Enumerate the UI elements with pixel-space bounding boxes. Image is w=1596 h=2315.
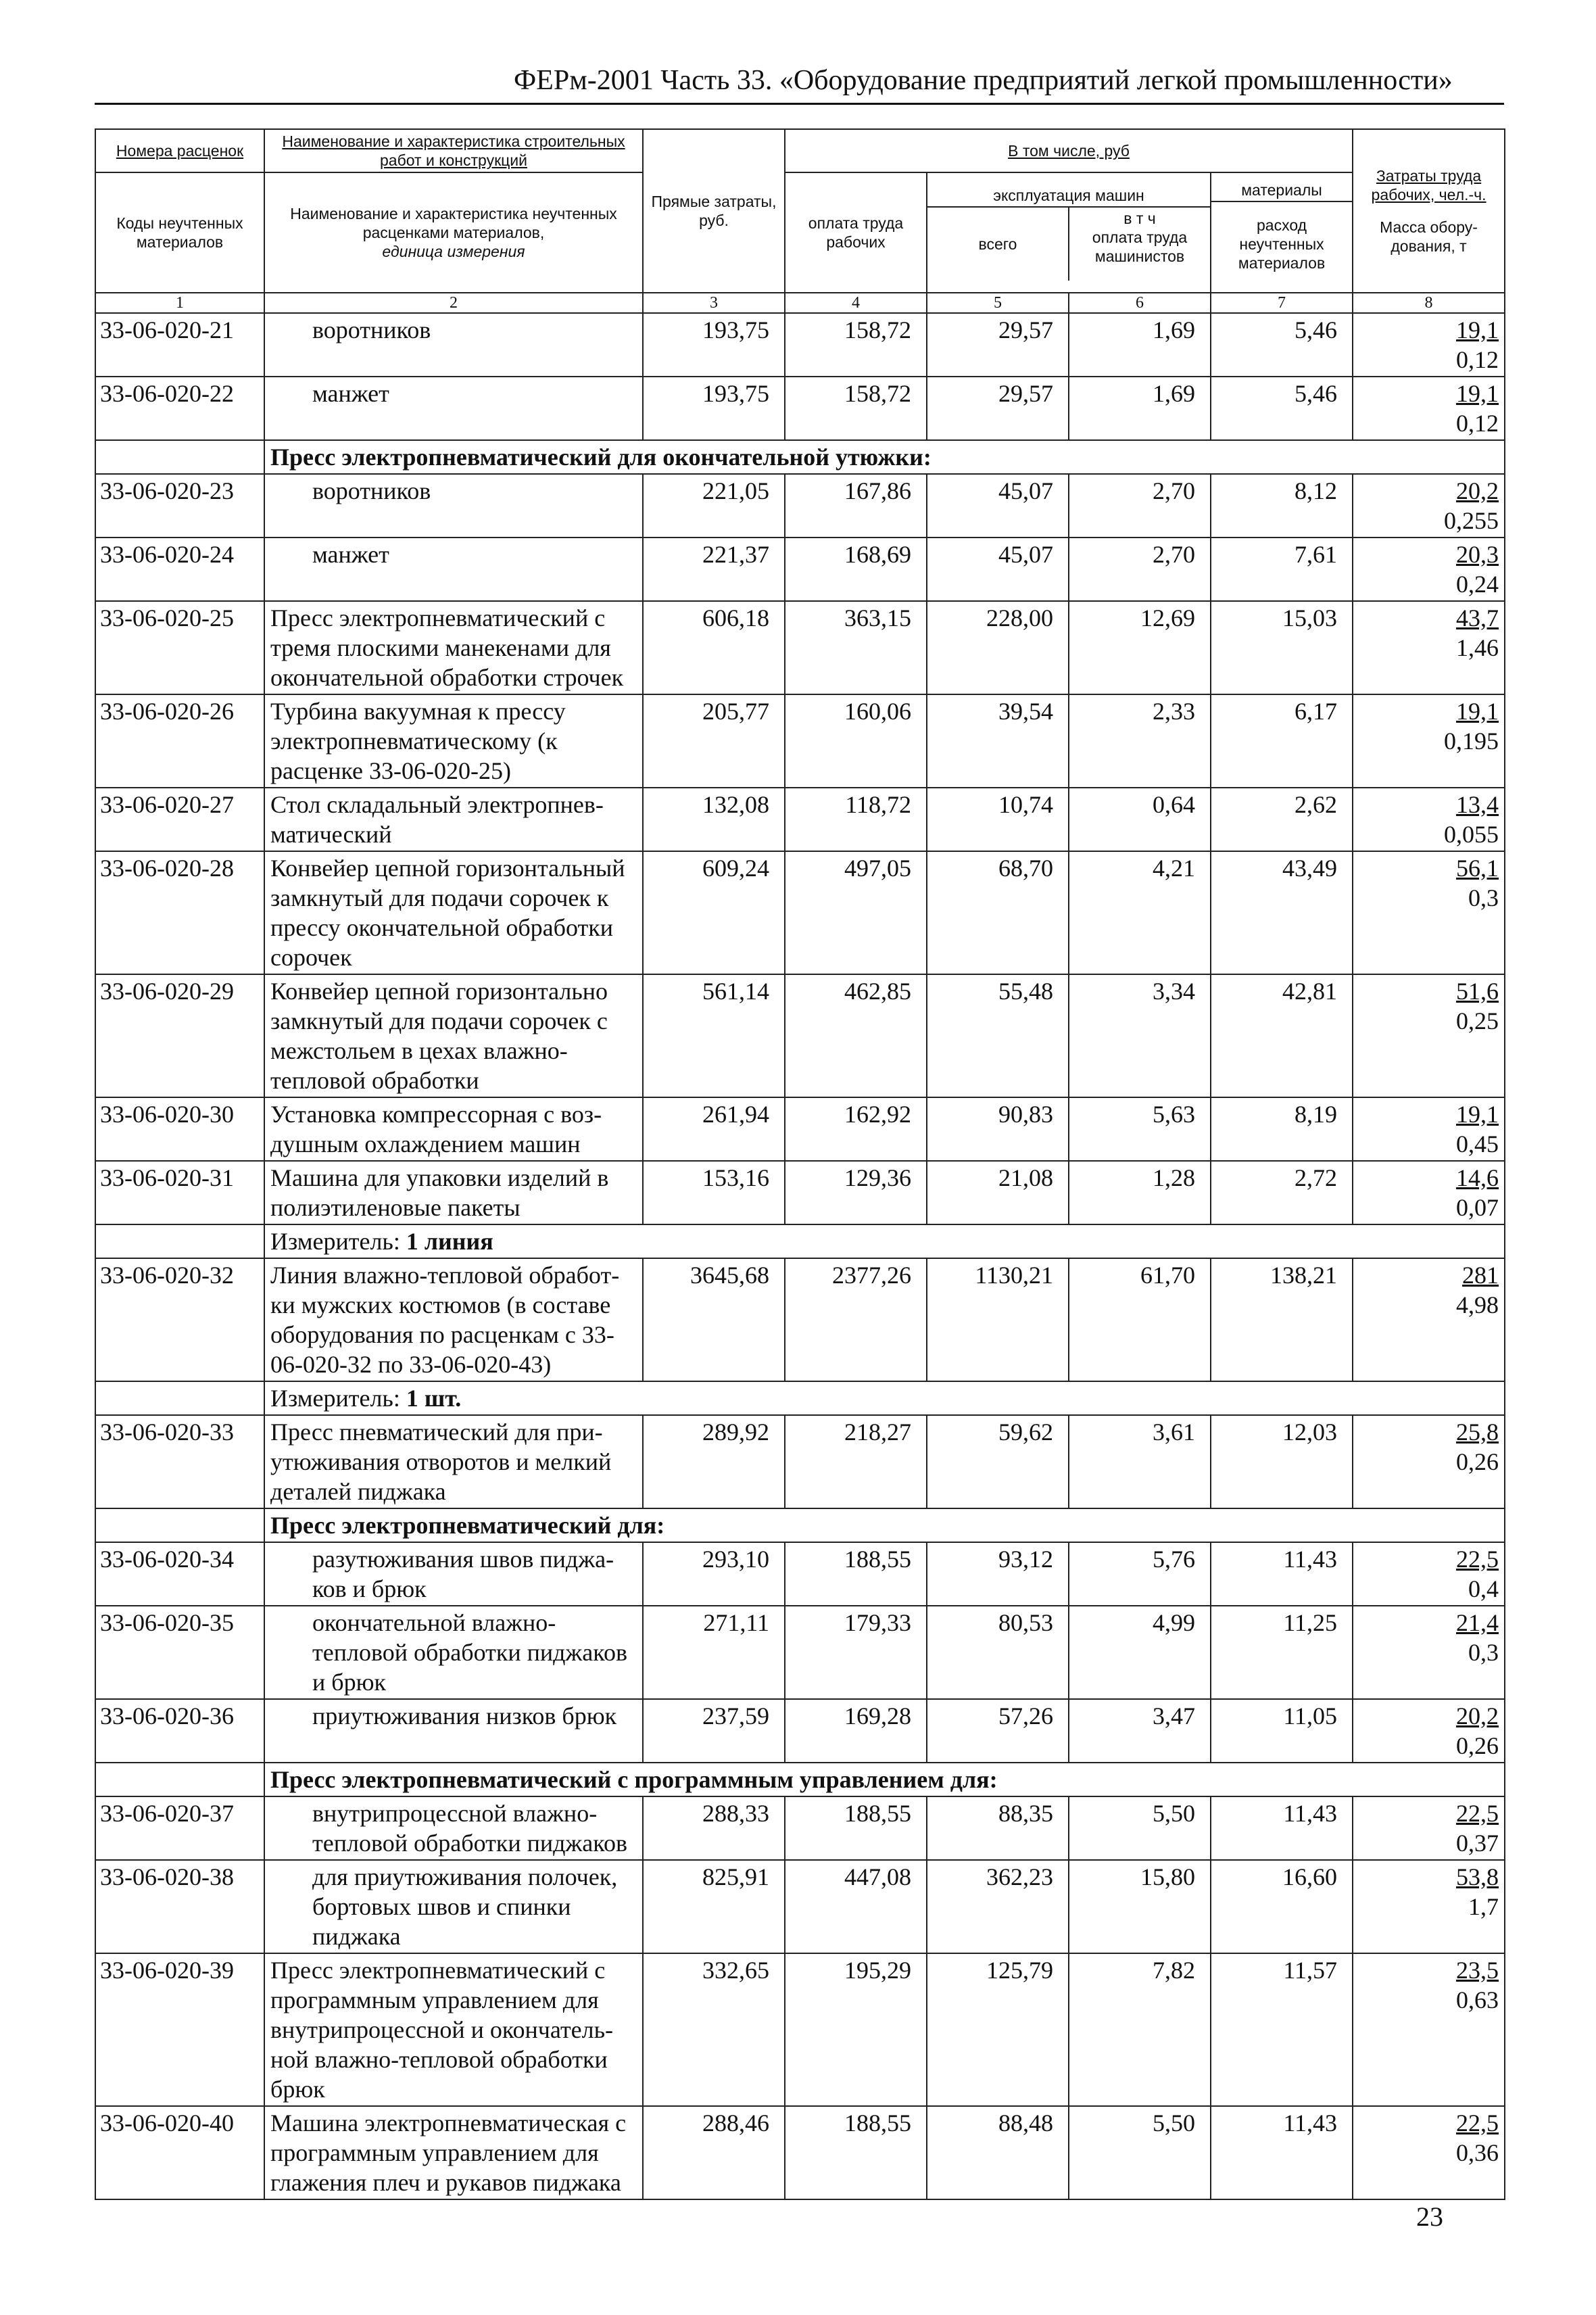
rate-code: 33-06-020-38 xyxy=(95,1860,264,1953)
table-row xyxy=(95,1097,1505,1161)
direct-costs: 221,05 xyxy=(643,474,785,538)
rate-code: 33-06-020-32 xyxy=(95,1258,264,1381)
labor-mass-cell xyxy=(1353,694,1505,788)
driver-wages: 7,82 xyxy=(1069,1953,1211,2106)
labor-value: 281 xyxy=(1462,1262,1499,1289)
item-name: Пресс электропневматический с тремя плоскими манекенами для окончательной обработки строчек xyxy=(264,601,643,694)
col-number: 1 xyxy=(95,293,264,313)
rates-table-container xyxy=(95,128,1504,2200)
labor-mass-cell xyxy=(1353,313,1505,377)
labor-mass-cell xyxy=(1353,1097,1505,1161)
materials-cost: 5,46 xyxy=(1211,313,1353,377)
rate-code: 33-06-020-36 xyxy=(95,1699,264,1763)
measure-label: Измеритель: xyxy=(270,1385,400,1412)
rate-code: 33-06-020-26 xyxy=(95,694,264,788)
direct-costs: 261,94 xyxy=(643,1097,785,1161)
item-name: Конвейер цепной горизонтально замкнутый для подачи сорочек с межстольем в цехах влажно-тепловой обработки xyxy=(264,974,643,1097)
driver-wages: 4,99 xyxy=(1069,1606,1211,1699)
labor-value: 19,1 xyxy=(1456,698,1499,725)
table-row xyxy=(95,1860,1505,1953)
materials-cost: 42,81 xyxy=(1211,974,1353,1097)
item-name: Установка компрессорная с воз-душным охлаждением машин xyxy=(264,1097,643,1161)
driver-wages: 3,34 xyxy=(1069,974,1211,1097)
rate-code: 33-06-020-25 xyxy=(95,601,264,694)
group-heading: Пресс электропневматический для: xyxy=(264,1508,1505,1542)
header-driver-wages-group xyxy=(1069,208,1210,281)
group-heading: Пресс электропневматический с программным управлением для: xyxy=(264,1763,1505,1796)
labor-mass-cell xyxy=(1353,377,1505,440)
measure-cell xyxy=(264,1381,1505,1415)
materials-cost: 11,57 xyxy=(1211,1953,1353,2106)
labor-mass-cell xyxy=(1353,1161,1505,1224)
item-name: Машина для упаковки изделий в полиэтиленовые пакеты xyxy=(264,1161,643,1224)
machines-total: 10,74 xyxy=(927,788,1069,851)
col-number: 6 xyxy=(1069,293,1211,313)
driver-wages: 2,33 xyxy=(1069,694,1211,788)
labor-mass-cell xyxy=(1353,1860,1505,1953)
empty-cell xyxy=(95,1508,264,1542)
mass-value: 0,255 xyxy=(1444,507,1499,534)
wages: 129,36 xyxy=(785,1161,927,1224)
measure-label: Измеритель: xyxy=(270,1228,400,1255)
machines-total: 55,48 xyxy=(927,974,1069,1097)
wages: 160,06 xyxy=(785,694,927,788)
header-mass: Масса обору-дования, т xyxy=(1380,218,1478,255)
direct-costs: 193,75 xyxy=(643,377,785,440)
mass-value: 1,46 xyxy=(1456,634,1499,661)
direct-costs: 288,46 xyxy=(643,2106,785,2199)
item-name: Пресс электропневматический с программным управлением для внутрипроцессной и окончатель-ной влажно-тепловой обработки брюк xyxy=(264,1953,643,2106)
item-name: воротников xyxy=(264,313,643,377)
wages: 497,05 xyxy=(785,851,927,974)
group-heading-row xyxy=(95,1763,1505,1796)
wages: 179,33 xyxy=(785,1606,927,1699)
page-number: 23 xyxy=(1416,2201,1443,2232)
header-rate-no: Номера расценок xyxy=(95,129,264,172)
labor-value: 19,1 xyxy=(1456,1101,1499,1128)
mass-value: 0,24 xyxy=(1456,571,1499,598)
direct-costs: 609,24 xyxy=(643,851,785,974)
driver-wages: 1,69 xyxy=(1069,313,1211,377)
mass-value: 0,25 xyxy=(1456,1007,1499,1034)
item-name: внутрипроцессной влажно-тепловой обработки пиджаков xyxy=(264,1796,643,1860)
rate-code: 33-06-020-31 xyxy=(95,1161,264,1224)
labor-mass-cell xyxy=(1353,974,1505,1097)
measure-value: 1 линия xyxy=(406,1228,493,1255)
rates-table xyxy=(95,128,1505,2200)
header-labor: Затраты труда рабочих, чел.-ч. xyxy=(1371,167,1486,204)
machines-total: 362,23 xyxy=(927,1860,1069,1953)
mass-value: 0,055 xyxy=(1444,821,1499,848)
item-name: Конвейер цепной горизонтальный замкнутый для подачи сорочек к прессу окончательной обработки сорочек xyxy=(264,851,643,974)
driver-wages: 1,28 xyxy=(1069,1161,1211,1224)
wages: 188,55 xyxy=(785,2106,927,2199)
mass-value: 0,37 xyxy=(1456,1830,1499,1857)
materials-cost: 43,49 xyxy=(1211,851,1353,974)
materials-cost: 5,46 xyxy=(1211,377,1353,440)
mass-value: 0,3 xyxy=(1468,884,1499,911)
machines-total: 39,54 xyxy=(927,694,1069,788)
item-name: Линия влажно-тепловой обработ-ки мужских костюмов (в составе оборудования по расценкам с 33-06-020-32 по 33-06-020-43) xyxy=(264,1258,643,1381)
materials-cost: 138,21 xyxy=(1211,1258,1353,1381)
table-row xyxy=(95,313,1505,377)
header-wages: оплата труда рабочих xyxy=(785,172,927,293)
labor-value: 21,4 xyxy=(1456,1609,1499,1636)
driver-wages: 61,70 xyxy=(1069,1258,1211,1381)
mass-value: 4,98 xyxy=(1456,1291,1499,1318)
mass-value: 0,07 xyxy=(1456,1194,1499,1221)
mass-value: 0,12 xyxy=(1456,410,1499,437)
materials-cost: 16,60 xyxy=(1211,1860,1353,1953)
empty-cell xyxy=(95,1224,264,1258)
table-row xyxy=(95,2106,1505,2199)
materials-cost: 11,05 xyxy=(1211,1699,1353,1763)
labor-value: 22,5 xyxy=(1456,1800,1499,1827)
labor-value: 14,6 xyxy=(1456,1164,1499,1191)
mass-value: 0,63 xyxy=(1456,1986,1499,2013)
group-heading-row xyxy=(95,440,1505,474)
labor-mass-cell xyxy=(1353,851,1505,974)
measure-value: 1 шт. xyxy=(406,1385,462,1412)
table-row xyxy=(95,1161,1505,1224)
labor-mass-cell xyxy=(1353,474,1505,538)
machines-total: 29,57 xyxy=(927,313,1069,377)
col-number: 8 xyxy=(1353,293,1505,313)
labor-mass-cell xyxy=(1353,601,1505,694)
table-row xyxy=(95,1953,1505,2106)
rate-code: 33-06-020-29 xyxy=(95,974,264,1097)
driver-wages: 5,50 xyxy=(1069,1796,1211,1860)
labor-value: 20,2 xyxy=(1456,1702,1499,1729)
table-row xyxy=(95,474,1505,538)
header-codes: Коды неучтенных материалов xyxy=(95,172,264,293)
labor-value: 23,5 xyxy=(1456,1957,1499,1984)
labor-value: 20,2 xyxy=(1456,477,1499,504)
direct-costs: 332,65 xyxy=(643,1953,785,2106)
machines-total: 88,35 xyxy=(927,1796,1069,1860)
direct-costs: 825,91 xyxy=(643,1860,785,1953)
labor-mass-cell xyxy=(1353,1699,1505,1763)
labor-value: 19,1 xyxy=(1456,316,1499,343)
rate-code: 33-06-020-24 xyxy=(95,538,264,601)
item-name: манжет xyxy=(264,538,643,601)
machines-total: 57,26 xyxy=(927,1699,1069,1763)
table-row xyxy=(95,851,1505,974)
wages: 158,72 xyxy=(785,313,927,377)
direct-costs: 221,37 xyxy=(643,538,785,601)
header-name-materials-text: Наименование и характеристика неучтенных расценками материалов, xyxy=(290,205,617,241)
rate-code: 33-06-020-21 xyxy=(95,313,264,377)
item-name: манжет xyxy=(264,377,643,440)
driver-wages: 4,21 xyxy=(1069,851,1211,974)
header-machines-group xyxy=(927,172,1211,293)
rate-code: 33-06-020-27 xyxy=(95,788,264,851)
table-row xyxy=(95,788,1505,851)
item-name: для приутюживания полочек, бортовых швов и спинки пиджака xyxy=(264,1860,643,1953)
table-row xyxy=(95,694,1505,788)
rate-code: 33-06-020-23 xyxy=(95,474,264,538)
item-name: приутюживания низков брюк xyxy=(264,1699,643,1763)
machines-total: 45,07 xyxy=(927,538,1069,601)
rate-code: 33-06-020-30 xyxy=(95,1097,264,1161)
col-number: 3 xyxy=(643,293,785,313)
header-machines: эксплуатация машин xyxy=(927,185,1210,208)
labor-value: 20,3 xyxy=(1456,541,1499,568)
column-numbers-row xyxy=(95,293,1505,313)
driver-wages: 5,76 xyxy=(1069,1542,1211,1606)
direct-costs: 3645,68 xyxy=(643,1258,785,1381)
empty-cell xyxy=(95,1381,264,1415)
header-materials-group xyxy=(1211,172,1353,293)
labor-mass-cell xyxy=(1353,1258,1505,1381)
table-row xyxy=(95,1606,1505,1699)
machines-total: 1130,21 xyxy=(927,1258,1069,1381)
materials-cost: 7,61 xyxy=(1211,538,1353,601)
empty-cell xyxy=(95,440,264,474)
direct-costs: 193,75 xyxy=(643,313,785,377)
measure-row xyxy=(95,1224,1505,1258)
machines-total: 59,62 xyxy=(927,1415,1069,1508)
labor-value: 22,5 xyxy=(1456,2109,1499,2137)
machines-total: 90,83 xyxy=(927,1097,1069,1161)
labor-mass-cell xyxy=(1353,788,1505,851)
table-row xyxy=(95,601,1505,694)
table-row xyxy=(95,538,1505,601)
labor-value: 19,1 xyxy=(1456,380,1499,407)
labor-mass-cell xyxy=(1353,1542,1505,1606)
direct-costs: 271,11 xyxy=(643,1606,785,1699)
group-heading-row xyxy=(95,1508,1505,1542)
labor-value: 53,8 xyxy=(1456,1863,1499,1890)
materials-cost: 2,72 xyxy=(1211,1161,1353,1224)
mass-value: 0,12 xyxy=(1456,346,1499,373)
col-number: 5 xyxy=(927,293,1069,313)
header-mat-cost: расход неучтенных материалов xyxy=(1238,216,1326,272)
rate-code: 33-06-020-33 xyxy=(95,1415,264,1508)
group-heading: Пресс электропневматический для окончательной утюжки: xyxy=(264,440,1505,474)
wages: 195,29 xyxy=(785,1953,927,2106)
machines-total: 45,07 xyxy=(927,474,1069,538)
direct-costs: 288,33 xyxy=(643,1796,785,1860)
materials-cost: 11,43 xyxy=(1211,2106,1353,2199)
mass-value: 0,3 xyxy=(1468,1639,1499,1666)
mass-value: 0,26 xyxy=(1456,1448,1499,1475)
wages: 188,55 xyxy=(785,1796,927,1860)
machines-total: 29,57 xyxy=(927,377,1069,440)
materials-cost: 6,17 xyxy=(1211,694,1353,788)
labor-mass-cell xyxy=(1353,1796,1505,1860)
driver-wages: 0,64 xyxy=(1069,788,1211,851)
header-including: В том числе, руб xyxy=(785,129,1353,172)
materials-cost: 11,43 xyxy=(1211,1796,1353,1860)
rate-code: 33-06-020-22 xyxy=(95,377,264,440)
labor-value: 22,5 xyxy=(1456,1546,1499,1573)
direct-costs: 289,92 xyxy=(643,1415,785,1508)
measure-row xyxy=(95,1381,1505,1415)
rate-code: 33-06-020-35 xyxy=(95,1606,264,1699)
header-materials: материалы xyxy=(1211,179,1352,202)
measure-cell xyxy=(264,1224,1505,1258)
materials-cost: 15,03 xyxy=(1211,601,1353,694)
wages: 218,27 xyxy=(785,1415,927,1508)
materials-cost: 12,03 xyxy=(1211,1415,1353,1508)
wages: 168,69 xyxy=(785,538,927,601)
driver-wages: 15,80 xyxy=(1069,1860,1211,1953)
wages: 169,28 xyxy=(785,1699,927,1763)
wages: 188,55 xyxy=(785,1542,927,1606)
materials-cost: 8,12 xyxy=(1211,474,1353,538)
labor-value: 56,1 xyxy=(1456,855,1499,882)
direct-costs: 293,10 xyxy=(643,1542,785,1606)
mass-value: 1,7 xyxy=(1468,1893,1499,1920)
wages: 447,08 xyxy=(785,1860,927,1953)
machines-total: 21,08 xyxy=(927,1161,1069,1224)
labor-mass-cell xyxy=(1353,538,1505,601)
rate-code: 33-06-020-37 xyxy=(95,1796,264,1860)
direct-costs: 153,16 xyxy=(643,1161,785,1224)
driver-wages: 1,69 xyxy=(1069,377,1211,440)
item-name: окончательной влажно-тепловой обработки пиджаков и брюк xyxy=(264,1606,643,1699)
materials-cost: 11,43 xyxy=(1211,1542,1353,1606)
direct-costs: 561,14 xyxy=(643,974,785,1097)
col-number: 2 xyxy=(264,293,643,313)
direct-costs: 606,18 xyxy=(643,601,785,694)
driver-wages: 12,69 xyxy=(1069,601,1211,694)
mass-value: 0,45 xyxy=(1456,1130,1499,1158)
labor-value: 43,7 xyxy=(1456,604,1499,631)
rate-code: 33-06-020-40 xyxy=(95,2106,264,2199)
machines-total: 228,00 xyxy=(927,601,1069,694)
item-name: Машина электропневматическая с программным управлением для глажения плеч и рукавов пиджака xyxy=(264,2106,643,2199)
machines-total: 68,70 xyxy=(927,851,1069,974)
empty-cell xyxy=(95,1763,264,1796)
mass-value: 0,4 xyxy=(1468,1575,1499,1602)
wages: 167,86 xyxy=(785,474,927,538)
header-direct-costs: Прямые затраты, руб. xyxy=(643,129,785,293)
labor-value: 25,8 xyxy=(1456,1418,1499,1446)
rates-table-body xyxy=(95,313,1505,2199)
table-row xyxy=(95,974,1505,1097)
header-rule xyxy=(95,103,1504,105)
item-name: воротников xyxy=(264,474,643,538)
table-row xyxy=(95,1542,1505,1606)
labor-value: 13,4 xyxy=(1456,791,1499,818)
direct-costs: 237,59 xyxy=(643,1699,785,1763)
machines-total: 80,53 xyxy=(927,1606,1069,1699)
header-machines-total: всего xyxy=(927,208,1069,281)
table-row xyxy=(95,1699,1505,1763)
labor-mass-cell xyxy=(1353,1415,1505,1508)
driver-wages: 5,50 xyxy=(1069,2106,1211,2199)
labor-mass-cell xyxy=(1353,1606,1505,1699)
item-name: Стол складальный электропнев-матический xyxy=(264,788,643,851)
wages: 118,72 xyxy=(785,788,927,851)
labor-mass-cell xyxy=(1353,1953,1505,2106)
header-driver-wages: оплата труда машинистов xyxy=(1092,229,1188,265)
wages: 162,92 xyxy=(785,1097,927,1161)
col-number: 7 xyxy=(1211,293,1353,313)
header-unit: единица измерения xyxy=(382,243,525,260)
mass-value: 0,26 xyxy=(1456,1732,1499,1759)
machines-total: 93,12 xyxy=(927,1542,1069,1606)
item-name: Пресс пневматический для при-утюживания отворотов и мелкий деталей пиджака xyxy=(264,1415,643,1508)
driver-wages: 3,47 xyxy=(1069,1699,1211,1763)
header-labor-mass xyxy=(1353,129,1505,293)
driver-wages: 2,70 xyxy=(1069,474,1211,538)
direct-costs: 132,08 xyxy=(643,788,785,851)
rate-code: 33-06-020-39 xyxy=(95,1953,264,2106)
table-row xyxy=(95,1796,1505,1860)
mass-value: 0,195 xyxy=(1444,727,1499,755)
materials-cost: 2,62 xyxy=(1211,788,1353,851)
wages: 462,85 xyxy=(785,974,927,1097)
rate-code: 33-06-020-28 xyxy=(95,851,264,974)
wages: 158,72 xyxy=(785,377,927,440)
running-header: ФЕРм-2001 Часть 33. «Оборудование предприятий легкой промышленности» xyxy=(514,65,1453,96)
table-row xyxy=(95,1415,1505,1508)
item-name: Турбина вакуумная к прессу электропневматическому (к расценке 33-06-020-25) xyxy=(264,694,643,788)
header-name-materials xyxy=(264,172,643,293)
rate-code: 33-06-020-34 xyxy=(95,1542,264,1606)
table-row xyxy=(95,377,1505,440)
table-row xyxy=(95,1258,1505,1381)
driver-wages: 5,63 xyxy=(1069,1097,1211,1161)
driver-wages: 2,70 xyxy=(1069,538,1211,601)
header-incl: в т ч xyxy=(1123,210,1156,227)
driver-wages: 3,61 xyxy=(1069,1415,1211,1508)
materials-cost: 11,25 xyxy=(1211,1606,1353,1699)
wages: 2377,26 xyxy=(785,1258,927,1381)
materials-cost: 8,19 xyxy=(1211,1097,1353,1161)
col-number: 4 xyxy=(785,293,927,313)
machines-total: 125,79 xyxy=(927,1953,1069,2106)
labor-mass-cell xyxy=(1353,2106,1505,2199)
direct-costs: 205,77 xyxy=(643,694,785,788)
labor-value: 51,6 xyxy=(1456,978,1499,1005)
machines-total: 88,48 xyxy=(927,2106,1069,2199)
header-name: Наименование и характеристика строительных работ и конструкций xyxy=(264,129,643,172)
item-name: разутюживания швов пиджа-ков и брюк xyxy=(264,1542,643,1606)
wages: 363,15 xyxy=(785,601,927,694)
mass-value: 0,36 xyxy=(1456,2139,1499,2166)
